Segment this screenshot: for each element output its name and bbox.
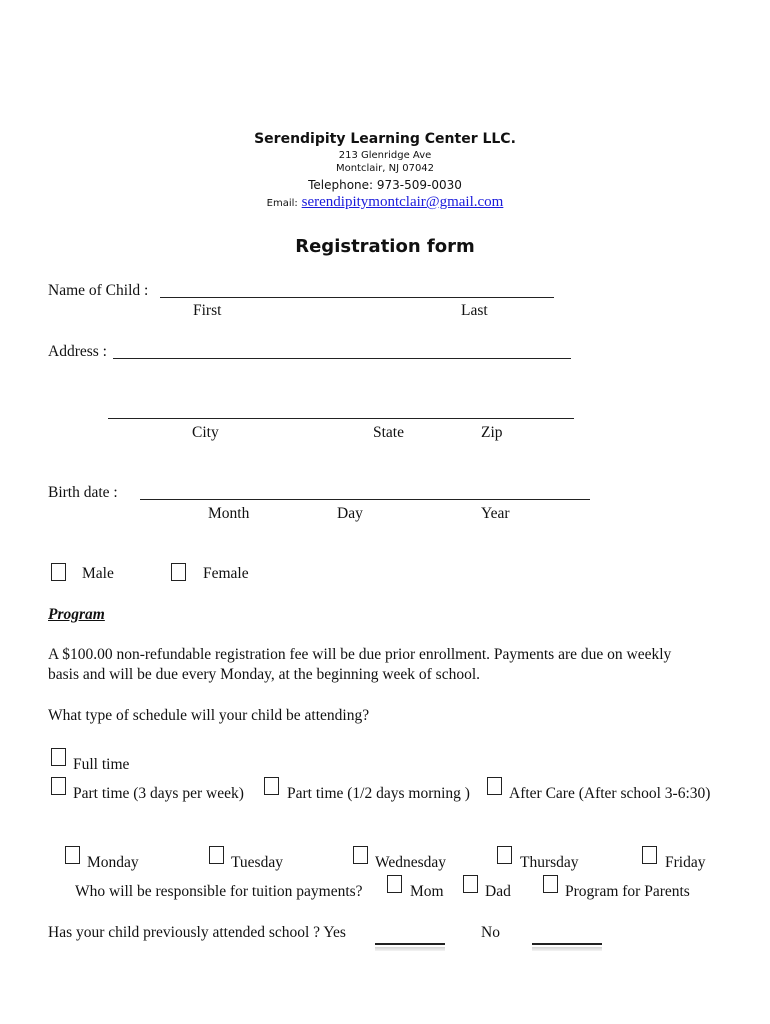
wednesday-checkbox[interactable] — [353, 846, 368, 864]
yes-line-shadow — [375, 947, 445, 951]
month-label: Month — [208, 505, 250, 522]
address-label: Address : — [48, 343, 107, 360]
no-label: No — [481, 924, 500, 941]
fee-text-line2: basis and will be due every Monday, at the beginning week of school. — [48, 666, 481, 683]
child-name-label: Name of Child : — [48, 282, 149, 299]
wednesday-label: Wednesday — [375, 854, 447, 871]
part-time-half-checkbox[interactable] — [264, 777, 279, 795]
yes-answer-line[interactable] — [375, 943, 445, 945]
email-link[interactable]: serendipitymontclair@gmail.com — [301, 194, 504, 210]
first-label: First — [193, 302, 222, 319]
zip-label: Zip — [481, 424, 503, 441]
child-name-line[interactable] — [160, 297, 554, 298]
address-line[interactable] — [113, 358, 571, 359]
male-label: Male — [82, 565, 114, 582]
tuition-question: Who will be responsible for tuition payments? — [75, 883, 363, 900]
program-for-parents-checkbox[interactable] — [543, 875, 558, 893]
program-heading: Program — [48, 606, 105, 623]
monday-label: Monday — [87, 854, 139, 871]
no-line-shadow — [532, 947, 602, 951]
city-label: City — [192, 424, 219, 441]
last-label: Last — [461, 302, 488, 319]
org-city-state: Montclair, NJ 07042 — [335, 163, 435, 174]
thursday-checkbox[interactable] — [497, 846, 512, 864]
monday-checkbox[interactable] — [65, 846, 80, 864]
birth-date-line[interactable] — [140, 499, 590, 500]
attended-question: Has your child previously attended school ? Yes — [48, 924, 346, 941]
after-care-label: After Care (After school 3-6:30) — [509, 785, 711, 802]
female-checkbox[interactable] — [171, 563, 186, 581]
fee-text-line1: A $100.00 non-refundable registration fee will be due prior enrollment. Payments are due on weekly — [48, 646, 672, 663]
org-email-row — [0, 193, 770, 211]
year-label: Year — [481, 505, 510, 522]
email-label: Email: — [266, 198, 298, 209]
male-checkbox[interactable] — [51, 563, 66, 581]
tuesday-checkbox[interactable] — [209, 846, 224, 864]
no-answer-line[interactable] — [532, 943, 602, 945]
city-state-zip-line[interactable] — [108, 418, 574, 419]
dad-label: Dad — [485, 883, 511, 900]
program-for-parents-label: Program for Parents — [565, 883, 690, 900]
friday-label: Friday — [665, 854, 706, 871]
birth-date-label: Birth date : — [48, 484, 118, 501]
thursday-label: Thursday — [520, 854, 579, 871]
org-telephone: Telephone: 973-509-0030 — [308, 178, 462, 192]
schedule-question: What type of schedule will your child be attending? — [48, 707, 370, 724]
full-time-checkbox[interactable] — [51, 748, 66, 766]
dad-checkbox[interactable] — [463, 875, 478, 893]
state-label: State — [373, 424, 404, 441]
day-label: Day — [337, 505, 363, 522]
full-time-label: Full time — [73, 756, 130, 773]
female-label: Female — [203, 565, 249, 582]
mom-label: Mom — [410, 883, 444, 900]
after-care-checkbox[interactable] — [487, 777, 502, 795]
part-time-days-label: Part time (3 days per week) — [73, 785, 244, 802]
org-street: 213 Glenridge Ave — [338, 150, 432, 161]
part-time-days-checkbox[interactable] — [51, 777, 66, 795]
friday-checkbox[interactable] — [642, 846, 657, 864]
form-title: Registration form — [295, 236, 475, 257]
org-name: Serendipity Learning Center LLC. — [254, 131, 516, 147]
mom-checkbox[interactable] — [387, 875, 402, 893]
part-time-half-label: Part time (1/2 days morning ) — [287, 785, 470, 802]
tuesday-label: Tuesday — [231, 854, 283, 871]
